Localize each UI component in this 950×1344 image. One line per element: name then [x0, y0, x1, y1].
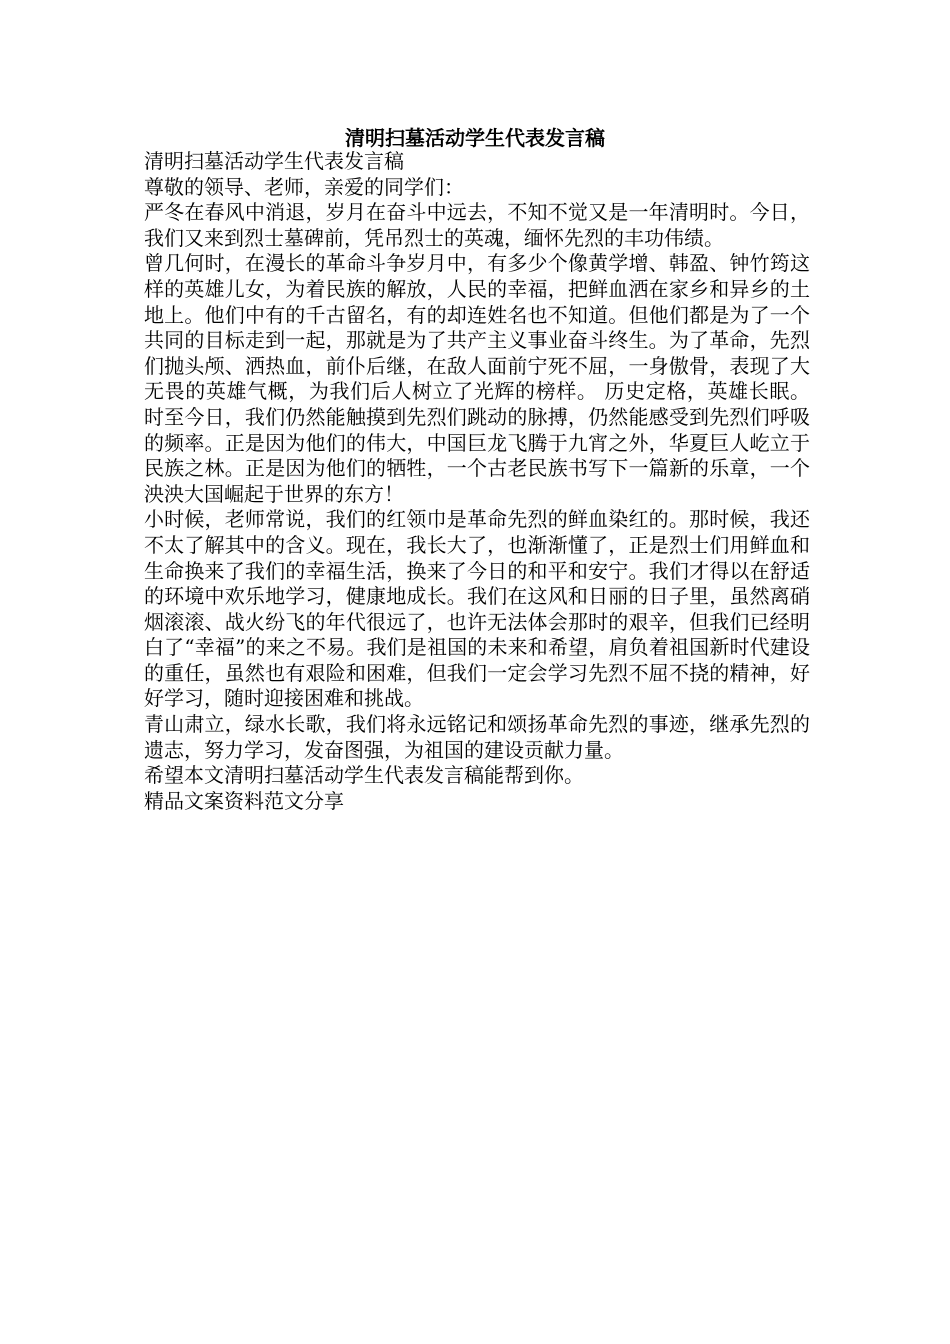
document-title: 清明扫墓活动学生代表发言稿 [345, 126, 605, 150]
paragraph-history: 曾几何时，在漫长的革命斗争岁月中，有多少个像黄学增、韩盈、钟竹筠这样的英雄儿女，为着民族的解放，人民的幸福，把鲜血洒在家乡和异乡的土地上。他们中有的千古留名，有的却连姓名也不知道。但他们都是为了一个共同的目标走到一起，那就是为了共产主义事业奋斗终生。为了革命，先烈们抛头颅、洒热血，前仆后继，在敌人面前宁死不屈，一身傲骨，表现了大无畏的英雄气概，为我们后人树立了光辉的榜样。 历史定格，英雄长眠。时至今日，我们仍然能触摸到先烈们跳动的脉搏，仍然能感受到先烈们呼吸的频率。正是因为他们的伟大，中国巨龙飞腾于九宵之外，华夏巨人屹立于民族之林。正是因为他们的牺牲，一个古老民族书写下一篇新的乐章，一个泱泱大国崛起于世界的东方！ [144, 251, 810, 506]
paragraph-childhood: 小时候，老师常说，我们的红领巾是革命先烈的鲜血染红的。那时候，我还不太了解其中的含义。现在，我长大了，也渐渐懂了，正是烈士们用鲜血和生命换来了我们的幸福生活，换来了今日的和平和安宁。我们才得以在舒适的环境中欢乐地学习，健康地成长。我们在这风和日丽的日子里，虽然离硝烟滚滚、战火纷飞的年代很远了，也许无法体会那时的艰辛，但我们已经明白了“幸福”的来之不易。我们是祖国的未来和希望，肩负着祖国新时代建设的重任，虽然也有艰险和困难，但我们一定会学习先烈不屈不挠的精神，好好学习，随时迎接困难和挑战。 [144, 507, 810, 711]
paragraph-pledge: 青山肃立，绿水长歌，我们将永远铭记和颂扬革命先烈的事迹，继承先烈的遗志，努力学习，发奋图强，为祖国的建设贡献力量。 [144, 712, 810, 762]
subtitle-line: 清明扫墓活动学生代表发言稿 [144, 149, 404, 173]
footer-line: 精品文案资料范文分享 [144, 788, 344, 813]
salutation: 尊敬的领导、老师，亲爱的同学们： [144, 174, 464, 199]
closing-line: 希望本文清明扫墓活动学生代表发言稿能帮到你。 [144, 763, 584, 788]
document-body [144, 149, 810, 814]
paragraph-opening: 严冬在春风中消退，岁月在奋斗中远去，不知不觉又是一年清明时。今日，我们又来到烈士墓碑前，凭吊烈士的英魂，缅怀先烈的丰功伟绩。 [144, 200, 810, 250]
